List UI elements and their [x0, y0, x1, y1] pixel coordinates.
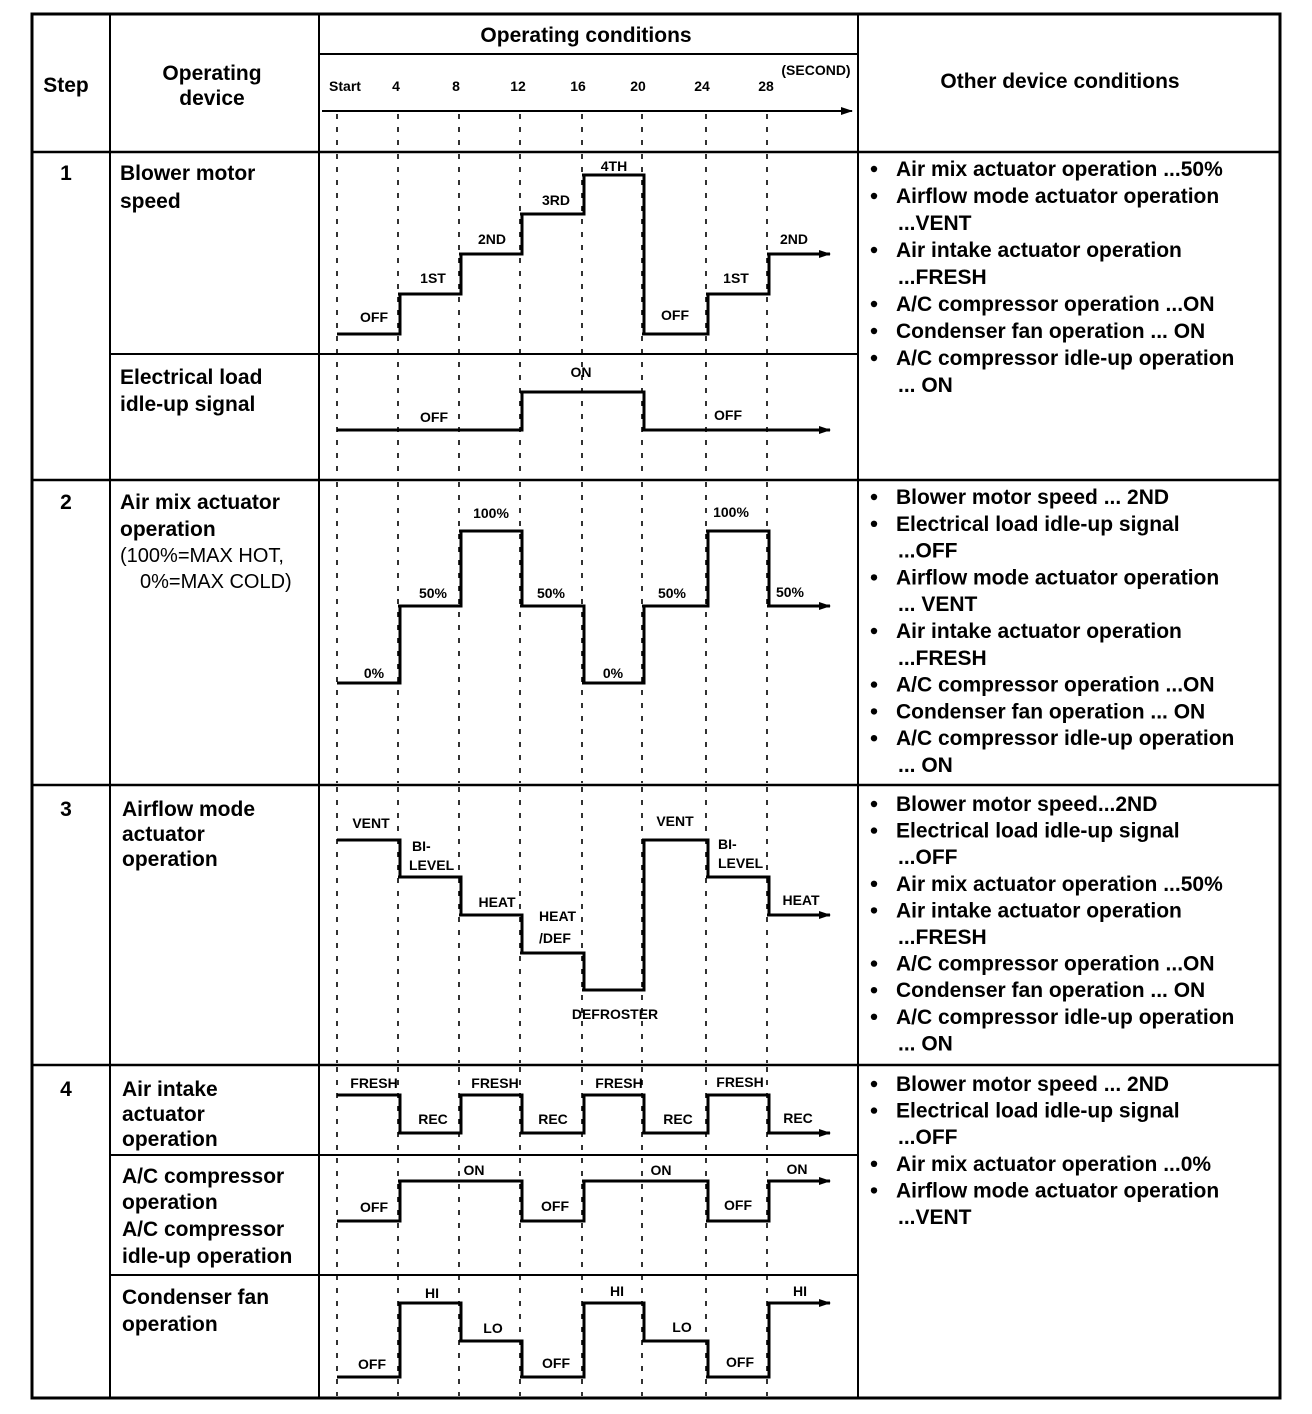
- device-label: operation: [120, 518, 216, 541]
- bullet-dot: [871, 328, 877, 334]
- signal-label: REC: [418, 1111, 448, 1127]
- other-condition-text: Airflow mode actuator operation: [896, 185, 1220, 208]
- device-label: actuator: [122, 823, 205, 846]
- bullet-dot: [871, 907, 877, 913]
- bullet-dot: [871, 247, 877, 253]
- device-label: Condenser fan: [122, 1286, 270, 1309]
- other-condition-text: Air intake actuator operation: [896, 620, 1182, 643]
- other-condition-text: Blower motor speed...2ND: [896, 793, 1158, 816]
- bullet-dot: [871, 1081, 877, 1087]
- device-label: A/C compressor: [122, 1165, 285, 1188]
- device-label: Air mix actuator: [120, 491, 280, 514]
- device-label: actuator: [122, 1103, 205, 1126]
- signal-label: ON: [650, 1162, 672, 1178]
- signal-label: ON: [786, 1161, 808, 1177]
- other-device-conditions: [871, 158, 1235, 1229]
- device-label: operation: [122, 1128, 218, 1151]
- other-condition-text: Electrical load idle-up signal: [896, 819, 1180, 843]
- signal-label: 1ST: [420, 270, 446, 286]
- other-condition-text: A/C compressor operation ...ON: [896, 293, 1215, 316]
- signal-label: 50%: [536, 585, 566, 601]
- signal-label: LEVEL: [409, 857, 455, 873]
- signal-waveforms: [337, 175, 830, 1377]
- time-tick-labels: [329, 78, 774, 94]
- signal-label: OFF: [714, 407, 742, 423]
- signal-label: REC: [663, 1111, 693, 1127]
- other-condition-text: Condenser fan operation ... ON: [896, 320, 1206, 343]
- signal-label: HI: [793, 1283, 807, 1299]
- header-operating-device-line2: device: [179, 87, 245, 110]
- step-number: 3: [60, 798, 72, 821]
- signal-label: FRESH: [595, 1075, 643, 1091]
- signal-label: REC: [538, 1111, 568, 1127]
- other-condition-text: Airflow mode actuator operation: [896, 566, 1220, 590]
- device-label: idle-up signal: [120, 393, 256, 416]
- signal-label: /DEF: [539, 930, 571, 946]
- header-operating-conditions: Operating conditions: [480, 24, 692, 47]
- device-label: operation: [122, 1191, 218, 1214]
- other-condition-text: A/C compressor operation ...ON: [896, 673, 1215, 697]
- other-condition-text: Blower motor speed ... 2ND: [896, 1073, 1170, 1096]
- bullet-dot: [871, 1107, 877, 1113]
- other-condition-text: ...VENT: [898, 1206, 972, 1229]
- bullet-dot: [871, 355, 877, 361]
- bullet-dot: [871, 1014, 877, 1020]
- time-unit-label: (SECOND): [781, 62, 851, 78]
- signal-label: 50%: [418, 585, 448, 601]
- signal-label: 50%: [657, 585, 687, 601]
- signal-label: 50%: [775, 584, 805, 600]
- bullet-dot: [871, 1187, 877, 1193]
- signal-label: 100%: [713, 504, 749, 520]
- signal-label: 0%: [602, 665, 624, 681]
- signal-label: 1ST: [723, 270, 749, 286]
- signal-label: HEAT: [539, 908, 577, 924]
- other-condition-text: A/C compressor idle-up operation: [896, 727, 1235, 751]
- signal-label: FRESH: [716, 1074, 764, 1090]
- signal-label: 3RD: [541, 192, 571, 208]
- other-condition-text: ...OFF: [898, 1126, 958, 1150]
- signal-label: HEAT: [782, 892, 820, 908]
- other-condition-text: ... ON: [898, 1032, 953, 1056]
- signal-label: FRESH: [471, 1075, 519, 1091]
- other-condition-text: ...FRESH: [898, 266, 987, 289]
- time-tick-label: 12: [510, 78, 526, 94]
- signal-label: FRESH: [350, 1075, 398, 1091]
- other-condition-text: ...FRESH: [898, 926, 987, 949]
- signal-label: 0%: [363, 665, 385, 681]
- time-tick-label: 16: [570, 78, 586, 94]
- signal-label: OFF: [420, 409, 448, 425]
- time-tick-label: 20: [630, 78, 646, 94]
- header-step: Step: [43, 74, 89, 97]
- bullet-dot: [871, 494, 877, 500]
- signal-label: ON: [463, 1162, 485, 1178]
- signal-label: OFF: [360, 309, 388, 325]
- signal-waveform: [337, 531, 830, 683]
- signal-label: ON: [570, 364, 592, 380]
- signal-label: 100%: [473, 505, 509, 521]
- other-condition-text: Condenser fan operation ... ON: [896, 979, 1206, 1003]
- other-condition-text: Electrical load idle-up signal: [896, 1099, 1180, 1123]
- other-condition-text: ... ON: [898, 374, 953, 397]
- bullet-dot: [871, 1161, 877, 1167]
- other-condition-text: Electrical load idle-up signal: [896, 512, 1180, 536]
- signal-label: VENT: [656, 813, 694, 829]
- other-condition-text: Air mix actuator operation ...0%: [896, 1152, 1212, 1176]
- bullet-dot: [871, 827, 877, 833]
- signal-label: HEAT: [478, 894, 516, 910]
- signal-label: OFF: [542, 1355, 570, 1371]
- other-condition-text: A/C compressor idle-up operation: [896, 347, 1235, 370]
- other-condition-text: Air mix actuator operation ...50%: [896, 158, 1223, 181]
- bullet-dot: [871, 735, 877, 741]
- table-header: [43, 24, 1179, 111]
- time-tick-label: 28: [758, 78, 774, 94]
- header-other-conditions: Other device conditions: [940, 70, 1180, 93]
- step-numbers: [60, 162, 72, 1101]
- other-condition-text: ...OFF: [898, 846, 958, 870]
- signal-waveform: [337, 1095, 830, 1133]
- bullet-dot: [871, 574, 877, 580]
- signal-label: OFF: [360, 1199, 388, 1215]
- signal-label: OFF: [724, 1197, 752, 1213]
- time-tick-label: Start: [329, 78, 361, 94]
- bullet-dot: [871, 628, 877, 634]
- signal-label: OFF: [358, 1356, 386, 1372]
- bullet-dot: [871, 987, 877, 993]
- signal-label: LEVEL: [718, 855, 764, 871]
- signal-waveform: [337, 175, 830, 334]
- signal-label: OFF: [661, 307, 689, 323]
- step-number: 4: [60, 1078, 72, 1101]
- signal-label: OFF: [726, 1354, 754, 1370]
- other-condition-text: A/C compressor operation ...ON: [896, 952, 1215, 976]
- time-tick-label: 8: [452, 78, 460, 94]
- signal-label: VENT: [352, 815, 390, 831]
- device-label: (100%=MAX HOT,: [120, 545, 284, 567]
- bullet-dot: [871, 881, 877, 887]
- device-label: idle-up operation: [122, 1245, 293, 1268]
- device-label: operation: [122, 848, 218, 871]
- signal-label: BI-: [718, 836, 737, 852]
- bullet-dot: [871, 193, 877, 199]
- bullet-dot: [871, 521, 877, 527]
- operating-device-labels: [120, 162, 292, 1336]
- other-condition-text: ... VENT: [898, 593, 978, 617]
- signal-label: DEFROSTER: [571, 1006, 659, 1022]
- signal-label: 4TH: [600, 158, 628, 174]
- other-condition-text: A/C compressor idle-up operation: [896, 1005, 1235, 1029]
- signal-label: 2ND: [477, 231, 507, 247]
- other-condition-text: ...FRESH: [898, 646, 987, 670]
- signal-label: 2ND: [779, 231, 809, 247]
- other-condition-text: ...VENT: [898, 212, 972, 235]
- device-label: speed: [120, 190, 181, 213]
- bullet-dot: [871, 166, 877, 172]
- device-label: Airflow mode: [122, 798, 256, 821]
- signal-label: OFF: [541, 1198, 569, 1214]
- signal-waveform: [337, 1303, 830, 1377]
- other-condition-text: Blower motor speed ... 2ND: [896, 486, 1170, 509]
- signal-label: HI: [425, 1285, 439, 1301]
- signal-label: LO: [483, 1320, 503, 1336]
- bullet-dot: [871, 960, 877, 966]
- other-condition-text: Air mix actuator operation ...50%: [896, 872, 1223, 896]
- signal-label: BI-: [412, 838, 431, 854]
- bullet-dot: [871, 801, 877, 807]
- other-condition-text: ... ON: [898, 754, 953, 777]
- other-condition-text: Condenser fan operation ... ON: [896, 700, 1206, 724]
- device-label: operation: [122, 1313, 218, 1336]
- step-number: 2: [60, 491, 72, 514]
- device-label: Electrical load: [120, 366, 263, 389]
- signal-label: REC: [783, 1110, 813, 1126]
- signal-waveform: [337, 1181, 830, 1221]
- other-condition-text: ...OFF: [898, 539, 958, 563]
- step-number: 1: [60, 162, 72, 185]
- device-label: 0%=MAX COLD): [140, 571, 292, 593]
- device-label: Air intake: [122, 1078, 218, 1101]
- bullet-dot: [871, 301, 877, 307]
- signal-waveform: [337, 392, 830, 430]
- time-tick-label: 24: [694, 78, 710, 94]
- device-label: Blower motor: [120, 162, 256, 185]
- signal-label: HI: [610, 1283, 624, 1299]
- bullet-dot: [871, 681, 877, 687]
- other-condition-text: Air intake actuator operation: [896, 899, 1182, 923]
- header-operating-device-line1: Operating: [162, 62, 262, 85]
- device-label: A/C compressor: [122, 1218, 285, 1241]
- other-condition-text: Airflow mode actuator operation: [896, 1179, 1220, 1203]
- bullet-dot: [871, 708, 877, 714]
- time-tick-label: 4: [392, 78, 400, 94]
- other-condition-text: Air intake actuator operation: [896, 239, 1182, 262]
- signal-label: LO: [672, 1319, 692, 1335]
